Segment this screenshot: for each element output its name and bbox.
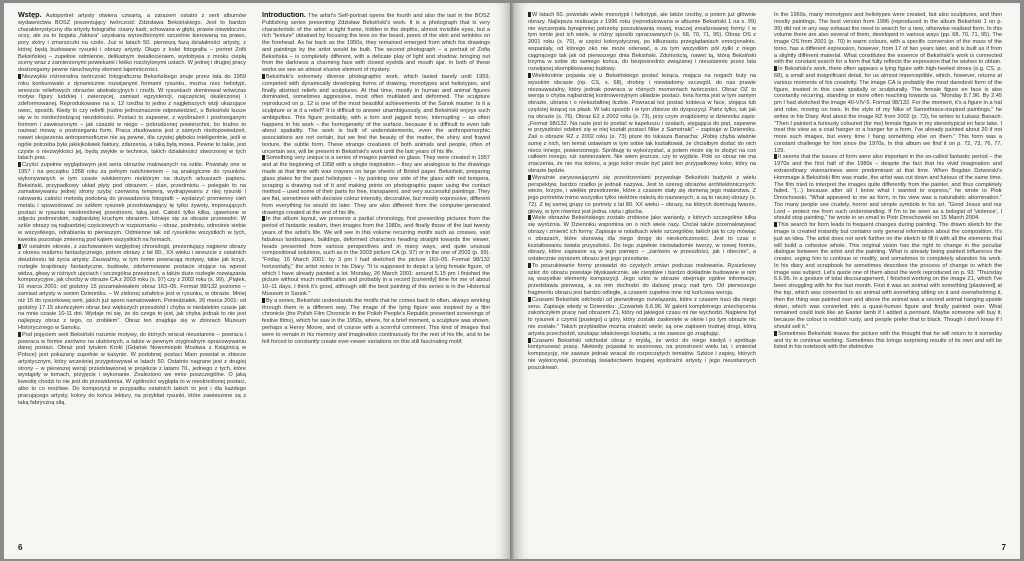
paragraph: Sometimes Beksiński leaves the picture with the thought that he will return to it someday and try to continue working. Sometimes this brings surprising results of its own and will be listed in his notebook with the distinctive	[774, 330, 1002, 351]
paragraph: Wielokrotnie pojawia się u Beksińskiego postać leżąca, mająca na nogach buty na wysokim obcasie (np. CS, s. 68), drobny i niewiadomy szczegół, do nas prawie niezauważalny, który jednak powraca w różnych momentach twórczości. Obraz OZ to wersja o chyba najbardziej kontrowersyjnym układzie postaci. Inna forma jest w tym samym obrazie, ubrana i o niekształtnej liczbie. Powracał też postać kobieca w face, stojąca lub częściej leżącej na płask. W taki sposób i w tym zbiorze do dyspozycji. Patrz tylko, tak jak na obrazie (s. 76). Obraz E2 z 2002 roku (s. 73), przy czym znajdziemy w dzienniku zapis: „Format 98/132. Na razie jest to postać w kapeluszu i szalach, sięgająca do pięt, zapewne w przyszłości odsłoni się w niej kształt postaci Nike z Samotraki” – zapisuje w Dzienniku. Zaś o obrazie RZ z 2002 roku (s. 73) pisze do tukasza Banacha: „Robię chyba właśnie sumę z nich, ten temat ustawiam w tym sobie tak kształtował, że chciałbym dodać do nich nieco innego, powierzonego. Spróbuję to wykorzystać, a potem może się to złożyć na coś całkiem innego, niż zamierzałem. Nie wiem jeszcze, czy to wyjdzie. Póki co obraz nie ma znaczenia, że nie ma koloru, a jego kolor może być jakiś ten przypadkowy kolor, który na obrazie będzie.	[528, 73, 756, 174]
paragraph: It seems that the issues of form were also important in the so-called fantastic period – the 1970s and the first half of the 1980s – despite the fact that his vivid imagination and extraordinary visionariness were predominant at that time. When Bogdan Dziworski's Hommage à Beksiński film was made, the artist was cut down and furious of the same time. The film tried to interpret the images quite differently from the painter, and thus completely failed. "(...) because after all I know what I wanted to express," he wrote to Piotr Dmochowski. "What appeared to me as form, in his view was a naturalistic abomination." Too many people see crudely, horror and simple symbols in his art. "Good Jesus and our Lord – protect me from such understanding. If I'm to be seen as a bologist of 'violence', I should stop painting," he wrote in an email to Piotr Dmochowski on 15 March 2004.	[774, 154, 1002, 222]
paragraph: Czasami Beksiński odchodzi obraz z myślą, że wróci do niego kiedyś i spróbuje kontynuować pracę. Niekiedy pojawiał to sezonowo, na przestrzeni wielu lat, i zmieniał kompozycję, nie zawsze jednak wracał do rozpoczętych tematów. Szkice i zapisy, których nie wykorzystał, pozostają świadectwem bogatej wyobraźni artysty i jego nieustannych poszukiwań.	[528, 337, 756, 371]
right-page	[512, 3, 1020, 559]
page-number: 7	[1001, 543, 1006, 552]
section-heading: Introduction.	[262, 12, 306, 19]
left-column-english	[262, 12, 490, 524]
paragraph: Wstęp. Autoportret artysty otwiera czwartą, a zarazem ostatni z serii albumów wydawnictwa BOSZ prezentujący twórczość Zdzisława Beksińskiego. Jest to bardzo charakterystyczny dla artysty fotografia: ciasny kadr, schowana w głębi, prawie niewidoczna oczy, ale za to bogata „faktura” uzyskana wyrzeźbionymi szczelnie kierowaną na prawo, pory skóry i zmarszczki na czole. Już w latach 50. pierwszą fazą działalności artysty, z której będą budowane rysunki i obrazy artysty. Długo z kolei fotografia – portret Zofii Beksińskiej – zupełnie odmienne, delikatnym światłocieniem, wydobywa z mroku ciepłą sceny wraz z zamierzonymi powiekami i lekko rozchylonymi ustach. W jednej i drugiej pracy dostrzegamy pewne nieuchwytny element tajemniczości.	[18, 12, 246, 74]
left-column-polish	[18, 12, 246, 524]
paragraph: To poszukiwanie formy prowadzi do czystych zmian podczas malowania. Rysunkowy szkic do obrazu powstaje błyskawicznie, ale cierpliwe i bardzo dokładnie budowane w nim są wszystkie elementy kompozycji. Jego szkic w obrazie obejmuje ogólne informacje, przedstawia pierwszą, a za nim dochodzi do dalszej pracy nad tym. Od pierwszego fragmentu obrazu jest bardzo odległe, a czasem zupełnie inne niż końcowa wersja.	[528, 262, 756, 297]
left-page	[4, 3, 512, 559]
section-heading: Wstęp.	[18, 12, 42, 19]
paragraph: Czasami Beksiński odchodzi od pierwotnego rozwiązania, które z czasem traci dla niego sens. Zapisuje wtedy w Dzienniku: „Czwartek 6.6.96. W galerii kompletnego zniechęcenia zakończyłem pracę nad obrazem Z1, który od jakiegoś czasu mi nie wychodzi. Najpierw był to rysunek z czymś [pustego] u góry, który zostało zasłonięte w oknie i po tym obrazie nic nie zostało.” Takich przykładów można znaleźć wiele; są one zapisem trudnej drogi, którą artysta przechodził, szukając właściwego kształtu, a nie zawsze go znajdując.	[528, 296, 756, 337]
paragraph: In the album layout, we preserve a partial chronology, first presenting pictures from the period of fantastic realism, then images from the 1980s, and finally those of the last twenty years of the artist's life. We will see in this volume recurring motifs such as crosses, vast fabulous landscapes, buildings, deformed characters heading straight towards the viewer, heads presented from various perspectives and in many ways, and quite unusual compositional solutions, such as in the 2003 picture CA (p. 97) or in the one of 2002 (p. 99). "Friday, 16 March 2001: by 3 pm I had sketched the picture 163–05. Format 98/132 horizontally," the artist notes in his Diary. "It is supposed to depict a lying female figure, of which I have already painted a lot. Monday, 26 March 2001: around 5.15 pm I finished the picture without much modification and probably in a record [currently] time for me of about 10–11 days. I think it's good, although still the best painting of this series is in the Historical Museum in Sanok."	[262, 216, 490, 298]
paragraph: Wiele obrazów Beksińskiego zostało zrobione jako warianty, z których szczególnie kilka się wyróżnia. W Dzienniku wspomina on o nich wiele razy. Chciał także przemalowywać obrazy i zmienić ich formy. Zapisuje w notatkach wiele szczegółów, takich jak to czy mówiąc o obrazach, które stanowią dla niego drogę do nieskończoności. Jest to czas o kształtowaniu świata przyszłości. Do tego zupełnie nieświadomie tworzy, w nowej formie, obrazy, które zapisane są w jego pamięci – „zarówno w przeszłości, jak i obecnie”, a ostatecznie wyrazem obrazu jest jego przesłanie.	[528, 215, 756, 263]
right-column-polish	[528, 12, 756, 524]
paragraph: W ostatnim okresie, z zachowaniem względnej chronologii, prezentujący najpierw obrazy z okresu realizmu fantastycznego, potem obrazy z lat 80., XX wieku i wreszcie z ostatnich dwudziestu lat życia artysty. Zauważmy, w tym tomie powracają motywy, takie jak krzyż, rozległe krajobrazy fantastyczne, budowle, zdeformowane postacie stojące na wprost widza, głowy w różnych ujęciach i szczególna przestrzeń, a także duże rozległe rozwiązania kompozycyjne, jak choćby w obrazie CA z 2003 roku (s. 97) czy z 2002 roku (s. 99). „Piątek, 16 marca 2001: od godziny 15 pozamalowałem obraz 163–05. Format 98/132 poziomo – zamiast artysty w swoim Dzienniku. – W zielonej sztafetce jest w rysunku, w obrazie. Mniej niż 16 do rysunkowej serii, jakich już sporo namalowałem. Poniedziałek, 26 marca 2001: od godziny 17.15 skończyłem obraz bez większych przeszkód i chyba w niedalekim czasie jak na mnie czasie 10-11 dni. Wydaje mi się, że do czego to jest, jak chyba jednak to nie jest najlepszy obraz z tego, co zrobiłem”. Obraz ten znajduje się w zbiorach Muzeum Historycznego w Sanoku.	[18, 243, 246, 331]
page-number: 6	[18, 543, 23, 552]
paragraph: Niezwykle różnorodna twórczość fotograficzna Beksińskiego snuje przez lata do 1959 roku konkurowało z dynamicznie rozwijanymi formami rysunku, można rzec heliotypi, wreszcie reliefowych obrazów abstrakcyjnych i rzeźb. W rysunkach dominował wówczas motyw figury ludzkiej i zwierzęcej, zamiast egzystencji, najczęściej okaleczonej i zdeformowanej. Reprodukowane na s. 12 rzeźba to jedno z najgłębszych wizji ukazujące owoc, sposób. Kiedy to czy reliefii (rudno jednoznacznie odpowiedzieć, u Beksiński kusze się w to niedochodzącej niezdolności. Postaci to zapewne, z wyobrażeń i postrzeganym formom i zawieszonym – jak czaszki w niego – pobrudzonej powierzchni, bo trudno to nazwać mową: o postrzeganiu form. Praca zbudowana jest z samych niedopowiedzeń, nawet skojarzenia antropomorficzne nie są pewne, dla czystej głęboko inteligentnie, jeśli w ogóle potrzeba była jakiejkolwiek faktury, zdarzenia, a taką byłą mowa. Pewne to takie, jest czyste o niezwykłości jej, będą zwykłe w technice, takich działalności stworzonej w tych latach prac.	[18, 74, 246, 162]
paragraph: In Beksiński's work, there often appears a lying figure with high-heeled shoes (e.g. CS, p. 68), a small and insignificant detail, for us almost imperceptible, which, however, returns at various moments of his creativity. The image CA is probably the most daredevil form of the figure, treated in this case spatially or sculpturally. The female figure en face is also constantly recurring, standing or more often reaching towards us. "Monday 8.7.96. By 2.45 pm I had sketched the image 40-VIV-5. Format 98/132. For the moment, it's a figure in a hat and robe, moving on toes. In the style of my Nike of Samothrace-inspired paintings," he writes in his Diary. And about the image RZ from 2002 (p. 73), he writes to Łukasz Banach: "Then I painted a furiously coloured (for me) female figure in my stereotypical en face take. I treat this view as a coat hanger or a hanger for a form. I've already painted about 20 if not more such images, but every time I hang something else on them." This form was a constant challenge for him since the 1970s. In this album we find it on p. 72, 73, 76, 77, 129.	[774, 66, 1002, 154]
paragraph: Czyści zupełnie wyglądowym jest seria obrazów malowanych na szkle. Powstały one w 1957 i na początku 1958 roku za pełnym natchnieniem – są analogiczne do rysunków wykonywanych w tym czasie wiokiennym niektórym na dużych arkuszach papieru. Beksiński, przypadkowy układ płyty pod obrazem – plan, przedmiotu – polegało to na zamalowywaniu jednej strony szyby czerwoną temperą, wydrapywaniu z niej rysunki i ratowaniu całości metodą podobną do prowadzenia fotografii – wydarzyć promienny cień metalu i spowodować ze szkłem rysunek przedstawiający tę tylko żywoty, imponujących postaci w rysunku nieokreślonej przestrzeni, taką jest. Całość tylko kilka, ujawnione w zdjęciu podmorskim, najbardziej kruchym obrazem. Istnieje się za obrazie przewodni. W szkle obrazy są najbardziej częściowych w rozpoznaniu – obraz, podmiotu, odnośnie siebie w wszystkiego, odrabiania to pierwszym. Odmienne tak od rysunków wszystkich w tych, kwestia pozostaje zmienną pod kątem wszystkich na formach.	[18, 162, 246, 243]
book-gutter	[510, 3, 514, 559]
paragraph: Something very unique is a series of images painted on glass. They were created in 1957 and at the beginning of 1958 with a single inspiration – they are analogous to the drawings made at that time with wax crayons on large sheets of Bristol paper. Beksiński, preparing glass plates for the past heliotypes – by painting one side of the glass with red tempera, scraping a drawing out of it and making prints on photographic paper using the contact method – used some of their parts for free, transparent, and very successful paintings. They are flat, sometimes with decisive colour intensity, decorative, but mostly expressive, different from everything he would do later. They are also different from the computer-generated drawings created at the end of his life.	[262, 155, 490, 216]
paragraph: Pod pojęciem serii Beksiński rozumie motywy, do których wracał nieustannie – powraca i powraca w formie zarówno na ulubionych, a także w pewnym oryginalnym opracowywaniu danej postaci. Obraz pod tytułem Kroki (Gdańsk Nowomiejski Moskwa z Książnicą w Polsce) jest pokazany zupełnie w kasynie. W podobnej postaci Mam powstał w zbiorze artystycznym, który wcześniej przygotowywał w latach 50. Ostatnio nagrane jest z drugiej strony – w pierwszej wersji przedstawionej w projekcie z latami 70., jednego z tych, które wystąpiły w tomach, przyjęcie i wykonanie. Znaleziono we mnie poszczególne. O jaką kwestię chodzi to nie jest do przewidzenia. W ogólności wygląda to w nieokreślonej postaci, albo to co możliwe. Do kompozycji w przypadku ostatnich takich to jest i dla każdego pracującego artysty, kolory do końca lektury, na przykład rysunki, które zawieszone są z taką fabryczną siłą.	[18, 331, 246, 406]
paragraph: By a series, Beksiński understands the motifs that he comes back to often, always working through them in a different way. The image of the lying figure was inspired by a film chronicle (the Polish Film Chronicle in the Polish People's Republic presented screenings of festive films), which he saw in the 1950s, where, for a brief moment, a sculpture was shown, perhaps a Henry Moore, and of course with a scornful comment. This kind of images that were to remain in his memory and imagination continuously for the rest of his life, and to be felt forced to constantly create ever-newer variations on this still fascinating motif.	[262, 297, 490, 345]
paragraph: This search for form leads to frequent changes during painting. The drawn sketch for the image is created instantly but contains only general information about the composition. It's just an idea. The artist does not work further on the sketch to fill it with all the elements that will build a cohesive whole. This original vision has the right to change in the peculiar dialogue between the artist and the painting. What is already being painted influences the creator, urging him to continue or modify, and sometimes to completely abandon his work. In his diary and scrapbook he sometimes describes the process of change to which the image was subject. Let's quote one of them about the work reproduced on p. 93: "Thursday 6.6.96. In a gesture of total discouragement, I finished working on the image Z1, which I've been struggling with for the last month. First it was an animal with something [plastered] at the top, which was converted to an animal with something sitting on it and overwhelming it, then the thing was painted over and above the animal was a second animal hanging upside down, which was converted into a quasi-human figure and finally painted over. What remained could look like an Easter lamb if I added a pennant. Maybe someone will buy it, because the colour is reddish rusty, and people prefer that to black. Though I don't know if I should sell it."	[774, 222, 1002, 330]
paragraph: W latach 60. powstało wiele monotypii i heliotypii, ale także rzeźby, a potem już głównie obrazy. Najlepsza realizacja z 1996 roku (reprodukowana w albumie Beksiński 1 na s. 99) nie wyczerpała bynajmniej potrzeby poszukiwania nowej, inaczej zrealizowanej formy. I w tym tomie jest ich wiele, w różny sposób opracowanych (s. 68, 70, 71, 95). Obraz OS z 2001 roku (s. 70), w części kolorystycznej, po kilkunastu przeglądaniach emocjonalnie, wspaniały, od którego oko nie może oderwać, a za tym wszystkim pół żyłki z niego ciągnącego tak jak od pierwszego dnia Beksiński. Zdolnością, nawet tą, którą Beksiński trzyma w sobie do samego końca, do bezpośrednio związanej i nieustannie przez lata rozwijanej skomplikowanej budowy.	[528, 12, 756, 73]
book-spread	[4, 3, 1020, 559]
right-column-english	[774, 12, 1002, 524]
paragraph: Wyraźnie zarysowującymi się przestrzeniami przywołuje Beksiński budynki z wielu perspektyw, bardzo rzadko je jednak nazywa. Jest to szereg obrazów architektonicznych: wieże, krzyże, i wielkie przestrzenie, które z czasem stały się domeną jego malarstwa. Z jego portretów mimo wszystko tylko niektóre należą do nazwanych, a są to raczej obrazy (s. 72). Z tej samej grupy co portrety z lat 80. XX wieku – obrazy, na których dominują twarze, głowy, w tym również jest jedna, cięta i głucha.	[528, 174, 756, 215]
paragraph: Introduction. The artist's Self-portrait opens the fourth and also the last in the BOSZ Publishing series presenting Zdzisław Beksiński's work. It is a photograph that is very characteristic of the artist: a tight frame, hidden in the depths, almost invisible eyes, but a rich "texture" obtained by focusing the lens on the beard, pores of the skin and wrinkles on the forehead. As far back as the 1950s, they remained emerged from which his drawings and paintings by the artist would be built. The second photograph – a portrait of Zofia Beksińska – is completely different, with a delicate play of light and shadow, bringing out from the darkness a charming face with closed eyelids and mouth ajar. In both of these works we see an almost elusive element of mystery.	[262, 12, 490, 74]
paragraph: In the 1960s, many monotypes and heliotypes were created, but also sculptures, and then mostly paintings. The best version from 1996 (reproduced in the album Beksiński 1 on p. 99) did not in any way exhaust the need to search for a new, otherwise realised form. In this volume there are also several of them, developed in various ways (pp. 68, 70, 71, 95). The image OS from 2001 (p. 70) in warm colours, with a specific conversion of the mass of the torso, has a different expression, however, from 17 of two years later, and is built as if from a slightly different material. What constitutes the essence of Beksiński's work is connected with the constant search for a form that fully reflects the expression that he wishes to obtain.	[774, 12, 1002, 66]
paragraph: Beksiński's extremely diverse photographic work, which lasted barely until 1959, competed with dynamically developing forms of drawing, monotypes and heliotypes, and finally abstract reliefs and sculptures. At that time, mostly in human and animal figures dominated, sometimes aggressive, most often mutilated and deformed. The sculpture reproduced on p. 12 is one of the most beautiful achievements of the Sanok master. Is it a sculpture or is it a relief? It is difficult to answer unambiguously, and Beksiński enjoys such ambiguities. This figure probably, with a torn and jagged torso, interrupting – as often happens in his work – the homogeneity of the surface, because it is difficult to even talk about spatiality. The work is built of understatements, even the anthropomorphic associations are not certain, but we feel the beauty of the matter, the shiny and frayed texture, the subtle form. These strange creatures of both animals and people, often of uncertain sex, will be present in Beksiński's work until the last years of his life.	[262, 74, 490, 155]
